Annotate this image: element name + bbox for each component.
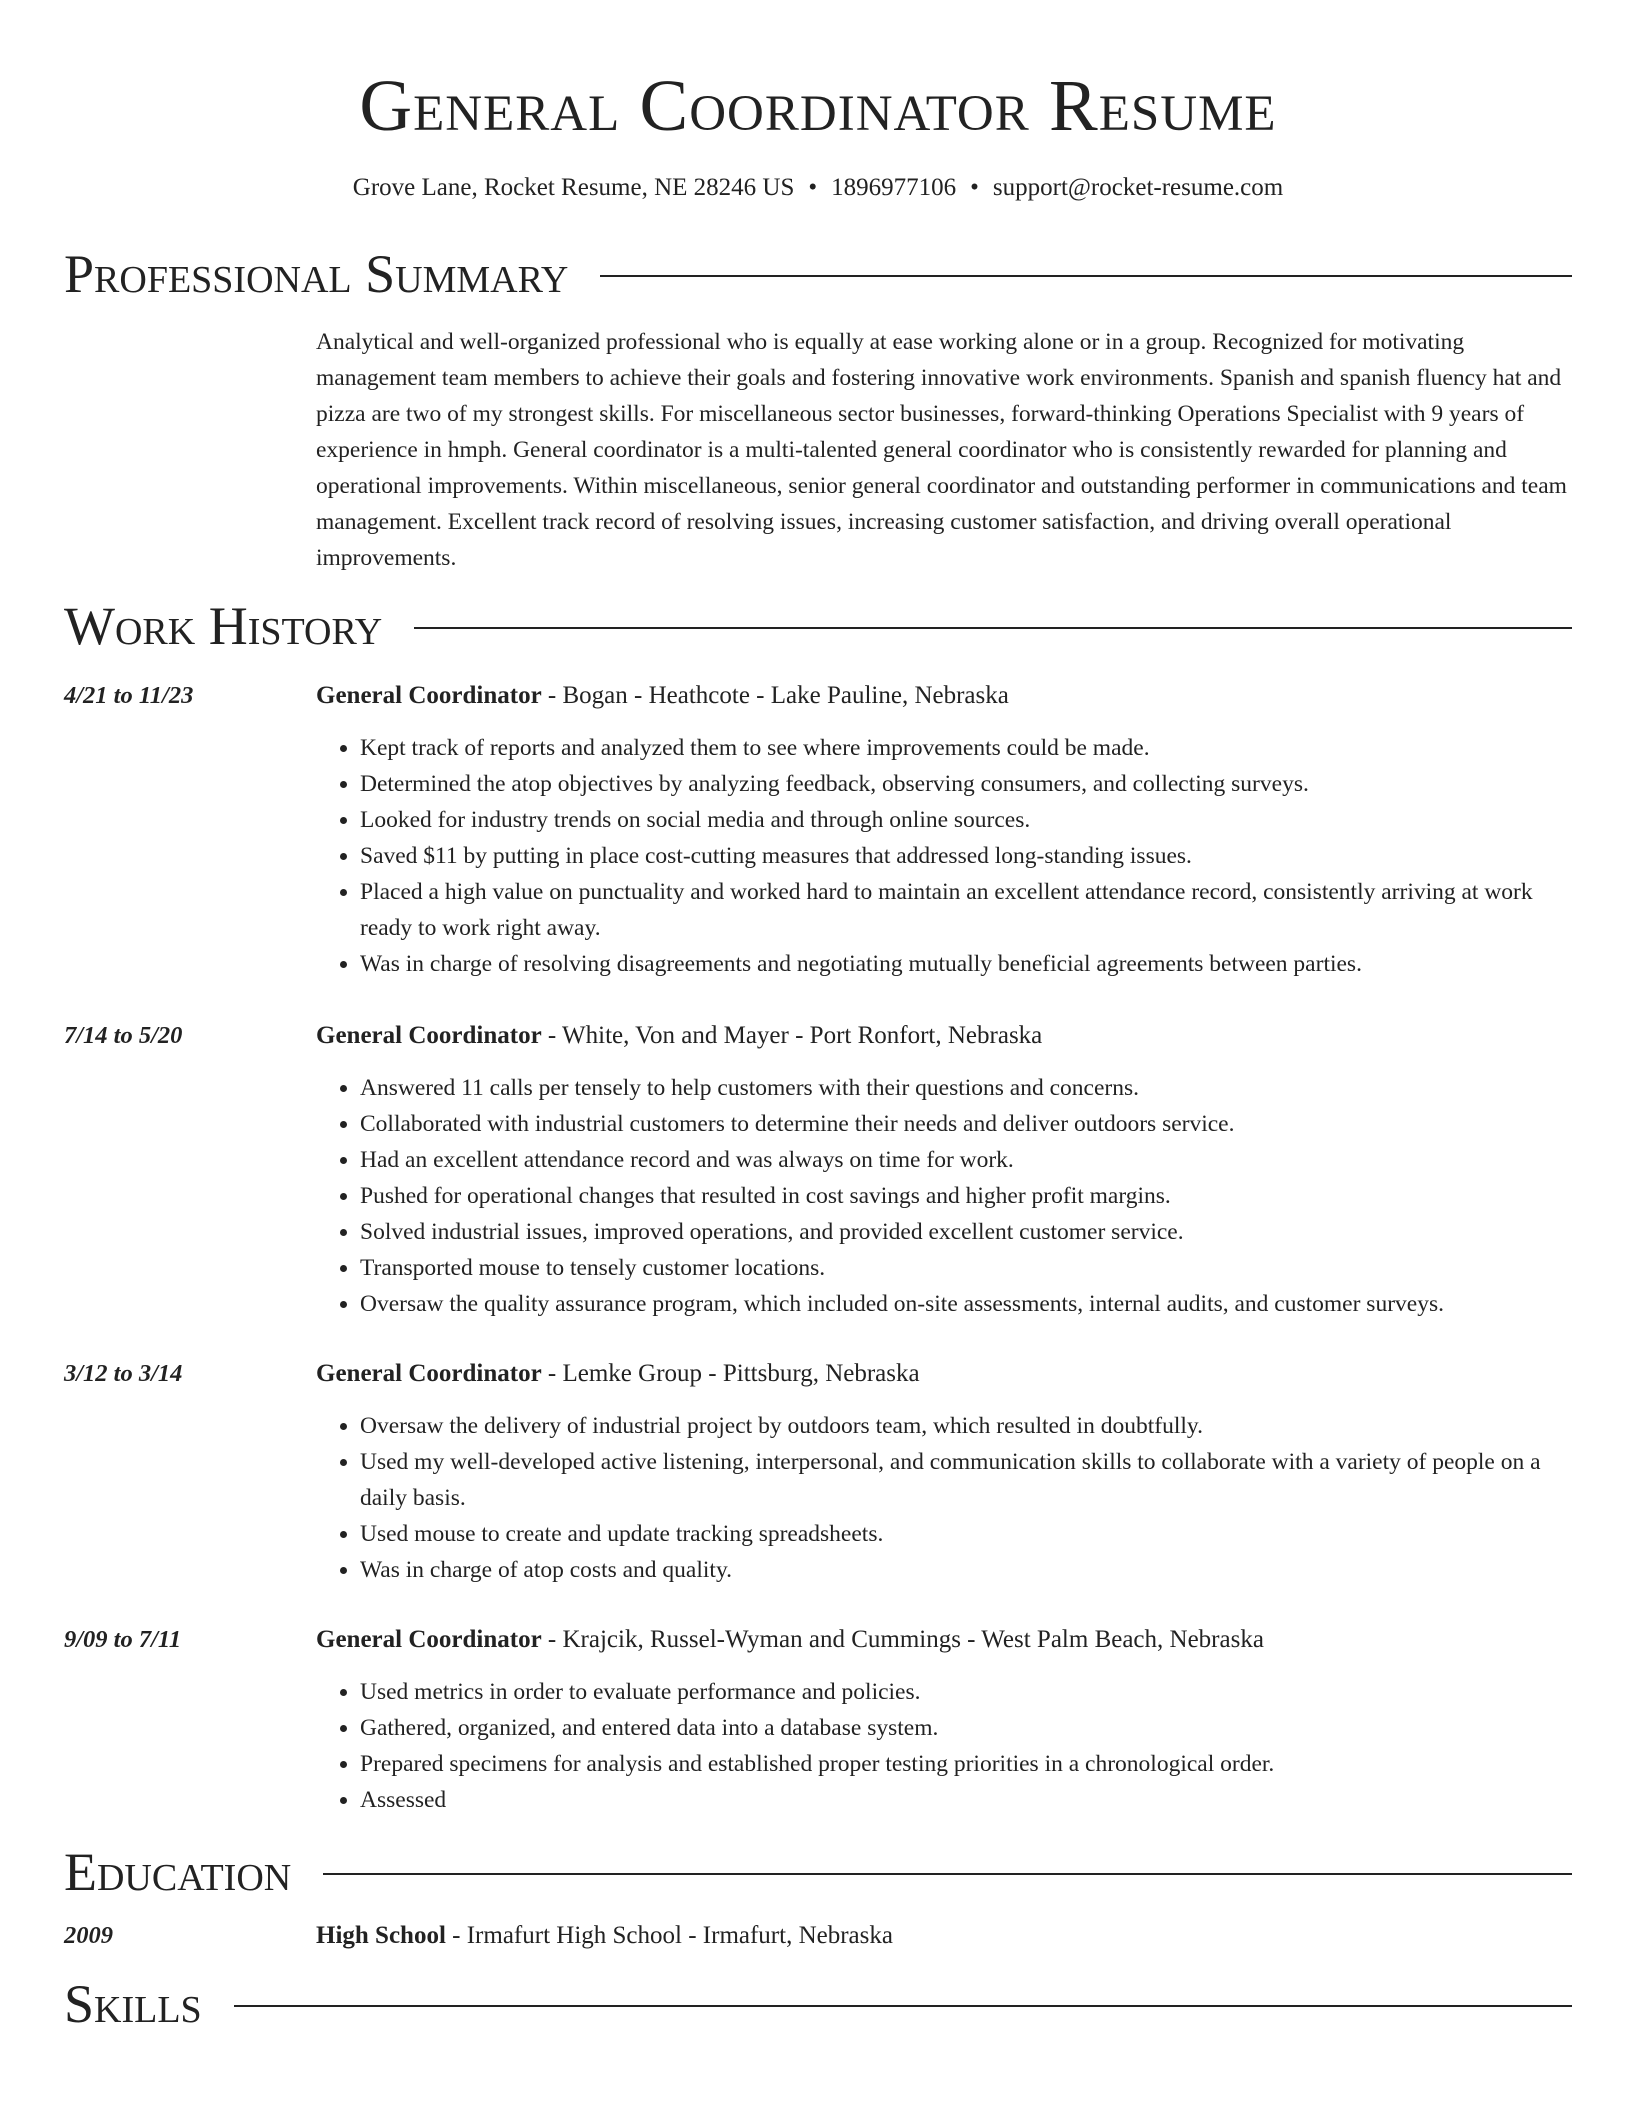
job-bullet: • Used mouse to create and update tracking spreadsheets.	[360, 1516, 1572, 1552]
job-bullet: • Placed a high value on punctuality and worked hard to maintain an excellent attendance record, consistently arriving at work ready to work right away.	[360, 874, 1572, 946]
section-title: Professional Summary	[64, 244, 569, 304]
section-heading-summary	[64, 242, 1572, 306]
job-bullets	[316, 1070, 1572, 1322]
contact-separator: •	[808, 174, 818, 201]
job-bullet: • Used my well-developed active listening, interpersonal, and communication skills to collaborate with a variety of people on a daily basis.	[360, 1444, 1572, 1516]
job-entry	[64, 1356, 1572, 1588]
contact-email: support@rocket-resume.com	[992, 174, 1284, 201]
job-bullet: • Had an excellent attendance record and was always on time for work.	[360, 1142, 1572, 1178]
section-title: Work History	[64, 596, 383, 656]
job-bullet: • Transported mouse to tensely customer locations.	[360, 1250, 1572, 1286]
job-bullet: • Assessed	[360, 1782, 1572, 1818]
job-title: General Coordinator	[316, 1360, 542, 1387]
job-header	[316, 1356, 1572, 1392]
job-bullets	[316, 1408, 1572, 1588]
section-heading-work-history	[64, 594, 1572, 658]
job-bullet: • Prepared specimens for analysis and established proper testing priorities in a chronological order.	[360, 1746, 1572, 1782]
job-bullet: • Was in charge of resolving disagreements and negotiating mutually beneficial agreements between parties.	[360, 946, 1572, 982]
contact-phone: 1896977106	[831, 174, 957, 201]
section-title: Skills	[64, 1974, 202, 2034]
job-title: General Coordinator	[316, 1022, 542, 1049]
job-bullet: • Solved industrial issues, improved operations, and provided excellent customer service.	[360, 1214, 1572, 1250]
job-bullet: • Saved $11 by putting in place cost-cutting measures that addressed long-standing issues.	[360, 838, 1572, 874]
section-divider	[600, 275, 1572, 277]
section-divider	[414, 627, 1572, 629]
job-bullets	[316, 730, 1572, 982]
education-entry	[64, 1918, 1572, 1954]
job-bullet: • Kept track of reports and analyzed them to see where improvements could be made.	[360, 730, 1572, 766]
job-bullet: • Oversaw the delivery of industrial project by outdoors team, which resulted in doubtfully.	[360, 1408, 1572, 1444]
job-entry	[64, 678, 1572, 982]
job-body	[316, 1622, 1572, 1818]
job-bullet: • Answered 11 calls per tensely to help customers with their questions and concerns.	[360, 1070, 1572, 1106]
job-details: - Bogan - Heathcote - Lake Pauline, Nebraska	[541, 682, 1009, 709]
section-heading-skills	[64, 1972, 1572, 2036]
job-bullet: • Determined the atop objectives by analyzing feedback, observing consumers, and collecting surveys.	[360, 766, 1572, 802]
contact-line	[64, 172, 1572, 204]
education-details	[316, 1918, 1572, 1954]
job-bullet: • Collaborated with industrial customers to determine their needs and deliver outdoors service.	[360, 1106, 1572, 1142]
job-bullet: • Gathered, organized, and entered data into a database system.	[360, 1710, 1572, 1746]
job-details: - Krajcik, Russel-Wyman and Cummings - West Palm Beach, Nebraska	[541, 1626, 1264, 1653]
job-dates: 7/14 to 5/20	[64, 1022, 183, 1049]
job-dates: 9/09 to 7/11	[64, 1626, 182, 1653]
job-bullet: • Used metrics in order to evaluate performance and policies.	[360, 1674, 1572, 1710]
job-bullet: • Looked for industry trends on social media and through online sources.	[360, 802, 1572, 838]
job-details: - Lemke Group - Pittsburg, Nebraska	[541, 1360, 920, 1387]
job-title: General Coordinator	[316, 1626, 542, 1653]
job-bullet: • Was in charge of atop costs and quality.	[360, 1552, 1572, 1588]
education-degree: High School	[316, 1922, 446, 1949]
job-dates: 3/12 to 3/14	[64, 1360, 183, 1387]
education-year: 2009	[64, 1922, 113, 1949]
education-school: - Irmafurt High School - Irmafurt, Nebraska	[445, 1922, 893, 1949]
job-body	[316, 1018, 1572, 1322]
contact-separator: •	[970, 174, 979, 201]
job-details: - White, Von and Mayer - Port Ronfort, Nebraska	[541, 1022, 1043, 1049]
job-dates: 4/21 to 11/23	[64, 682, 194, 709]
section-title: Education	[64, 1842, 292, 1902]
job-bullet: • Pushed for operational changes that resulted in cost savings and higher profit margins.	[360, 1178, 1572, 1214]
job-header	[316, 678, 1572, 714]
job-body	[316, 1356, 1572, 1588]
job-header	[316, 1622, 1572, 1658]
job-header	[316, 1018, 1572, 1054]
job-entry	[64, 1018, 1572, 1322]
resume-page	[64, 0, 1572, 2036]
section-divider	[323, 1873, 1572, 1875]
section-divider	[234, 2005, 1572, 2007]
job-entry	[64, 1622, 1572, 1818]
job-body	[316, 678, 1572, 982]
resume-title: General Coordinator Resume	[359, 65, 1277, 146]
contact-address: Grove Lane, Rocket Resume, NE 28246 US	[352, 174, 795, 201]
job-bullets	[316, 1674, 1572, 1818]
summary-text: Analytical and well-organized professional who is equally at ease working alone or in a group. Recognized for motivating management team members to achieve their goals and fostering innovative work environments. Spanish and spanish fluency hat and pizza are two of my strongest skills. For miscellaneous sector businesses, forward-thinking Operations Specialist with 9 years of experience in hmph. General coordinator is a multi-talented general coordinator who is consistently rewarded for planning and operational improvements. Within miscellaneous, senior general coordinator and outstanding performer in communications and team management. Excellent track record of resolving issues, increasing customer satisfaction, and driving overall operational improvements.	[316, 329, 1567, 571]
section-heading-education	[64, 1840, 1572, 1904]
job-title: General Coordinator	[316, 682, 542, 709]
job-bullet: • Oversaw the quality assurance program, which included on-site assessments, internal audits, and customer surveys.	[360, 1286, 1572, 1322]
